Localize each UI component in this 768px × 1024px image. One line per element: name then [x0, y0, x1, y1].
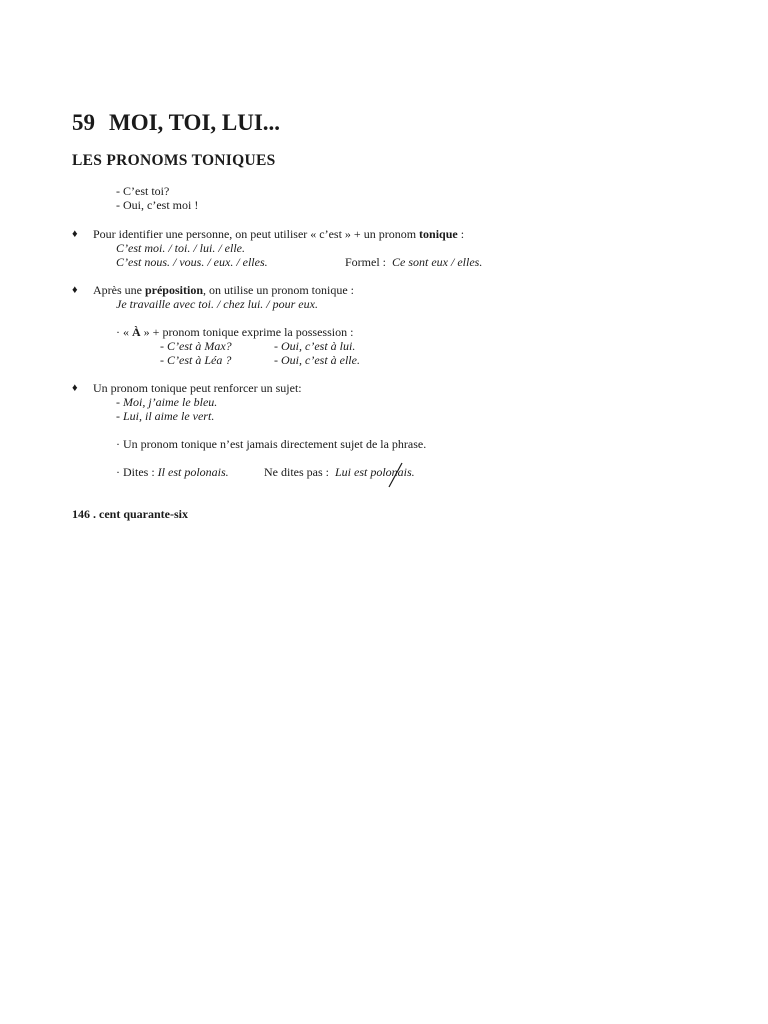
bullet-icon: ♦ — [72, 228, 78, 240]
possession-question-1: - C’est à Max? — [160, 339, 232, 353]
rule-text-end: , on utilise un pronom tonique : — [203, 283, 354, 297]
rule-reinforce-subject: Un pronom tonique peut renforcer un sujet: — [93, 381, 302, 395]
dites-label: · Dites : — [116, 465, 155, 479]
strikethrough-mark — [386, 462, 406, 488]
section-heading: LES PRONOMS TONIQUES — [72, 152, 276, 169]
rule-text: Après une — [93, 283, 145, 297]
formel-example-pronouns: eux / elles. — [431, 255, 483, 269]
rule-preposition — [93, 283, 354, 297]
example-lui: - Lui, il aime le vert. — [116, 409, 215, 423]
ne-dites-label: Ne dites pas : — [264, 465, 329, 479]
possession-question-2: - C’est à Léa ? — [160, 353, 232, 367]
correct-usage — [116, 465, 229, 479]
example-moi: - Moi, j’aime le bleu. — [116, 395, 218, 409]
formel-note — [345, 255, 482, 269]
possession-answer-2: - Oui, c’est à elle. — [274, 353, 360, 367]
example-singular: C’est moi. / toi. / lui. / elle. — [116, 241, 245, 255]
page-footer: 146 . cent quarante-six — [72, 507, 188, 521]
rule-text: Pour identifier une personne, on peut utiliser « c’est » + un pronom — [93, 227, 420, 241]
rule-keyword: tonique — [419, 227, 458, 241]
dialogue-line-1: - C’est toi? — [116, 184, 170, 198]
note-keyword: À — [132, 325, 141, 339]
formel-example-verb: Ce sont — [392, 255, 429, 269]
possession-note — [116, 325, 353, 339]
rule-identify-person — [93, 227, 464, 241]
chapter-title: MOI, TOI, LUI... — [109, 110, 281, 135]
note-text: · « — [116, 325, 132, 339]
example-plural: C’est nous. / vous. / eux. / elles. — [116, 255, 268, 269]
example-preposition: Je travaille avec toi. / chez lui. / pour eux. — [116, 297, 318, 311]
chapter-number: 59 — [72, 110, 95, 135]
rule-text-end: : — [457, 227, 465, 241]
dialogue-line-2: - Oui, c’est moi ! — [116, 198, 199, 212]
dites-example: Il est polonais. — [157, 465, 229, 479]
page-title — [72, 110, 280, 136]
ne-dites-example: Lui est polonais. — [335, 465, 415, 479]
formel-label: Formel : — [345, 255, 386, 269]
rule-keyword: préposition — [144, 283, 203, 297]
possession-answer-1: - Oui, c’est à lui. — [274, 339, 356, 353]
bullet-icon: ♦ — [72, 284, 78, 296]
note-text-end: » + pronom tonique exprime la possession : — [140, 325, 354, 339]
bullet-icon: ♦ — [72, 382, 78, 394]
rule-never-subject: · Un pronom tonique n’est jamais directement sujet de la phrase. — [116, 437, 427, 451]
